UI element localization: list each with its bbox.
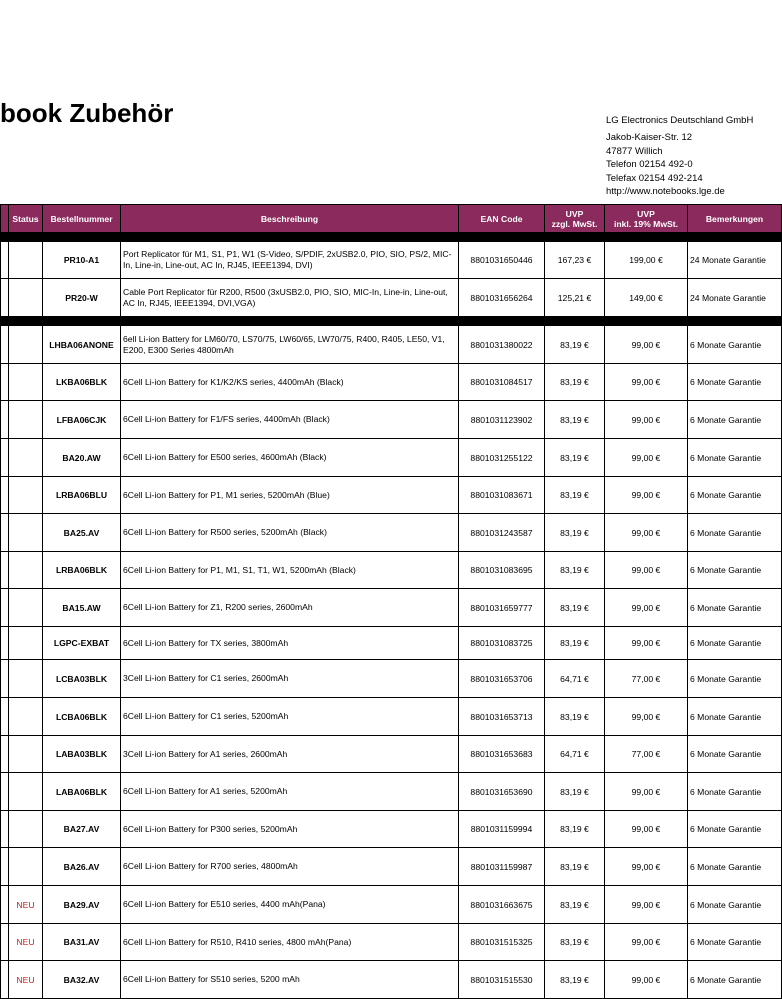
- price-gross-cell: 99,00 €: [605, 886, 688, 924]
- ean-cell: 8801031159994: [459, 811, 545, 848]
- price-gross-cell: 149,00 €: [605, 279, 688, 317]
- section-separator: [1, 317, 782, 326]
- status-cell: [9, 736, 43, 773]
- description-cell: 6Cell Li-ion Battery for Z1, R200 series, 2600mAh: [121, 589, 459, 627]
- notes-cell: 6 Monate Garantie: [688, 811, 782, 848]
- part-number-cell: LCBA06BLK: [43, 698, 121, 736]
- price-net-cell: 83,19 €: [545, 401, 605, 439]
- description-cell: 6Cell Li-ion Battery for TX series, 3800mAh: [121, 627, 459, 660]
- price-gross-cell: 99,00 €: [605, 401, 688, 439]
- status-cell: [9, 439, 43, 477]
- price-net-cell: 83,19 €: [545, 886, 605, 924]
- part-number-cell: BA26.AV: [43, 848, 121, 886]
- description-cell: 3Cell Li-ion Battery for A1 series, 2600mAh: [121, 736, 459, 773]
- description-cell: 6Cell Li-ion Battery for R510, R410 series, 4800 mAh(Pana): [121, 924, 459, 961]
- table-row: [1, 961, 782, 999]
- header-uvp-gross-line2: inkl. 19% MwSt.: [614, 218, 678, 229]
- ean-cell: 8801031084517: [459, 364, 545, 401]
- price-net-cell: 83,19 €: [545, 326, 605, 364]
- part-number-cell: PR10-A1: [43, 242, 121, 279]
- part-number-cell: BA15.AW: [43, 589, 121, 627]
- table-row: [1, 364, 782, 401]
- company-city: 47877 Willich: [606, 145, 663, 157]
- ean-cell: 8801031656264: [459, 279, 545, 317]
- part-number-cell: BA25.AV: [43, 514, 121, 552]
- table-row: [1, 279, 782, 317]
- ean-cell: 8801031653690: [459, 773, 545, 811]
- description-cell: Port Replicator für M1, S1, P1, W1 (S-Video, S/PDIF, 2xUSB2.0, PIO, SIO, PS/2, MIC-In, Line-in, Line-out, AC In, RJ45, IEEE1394, DVI): [121, 242, 459, 279]
- part-number-cell: LCBA03BLK: [43, 660, 121, 698]
- header-uvp-gross: [605, 205, 688, 233]
- notes-cell: 6 Monate Garantie: [688, 736, 782, 773]
- row-blank-cell: [1, 242, 9, 279]
- status-cell: [9, 627, 43, 660]
- price-gross-cell: 99,00 €: [605, 514, 688, 552]
- part-number-cell: BA32.AV: [43, 961, 121, 999]
- price-gross-cell: 77,00 €: [605, 660, 688, 698]
- ean-cell: 8801031380022: [459, 326, 545, 364]
- status-cell: [9, 660, 43, 698]
- table-row: [1, 401, 782, 439]
- table-body: [1, 233, 782, 999]
- status-cell: [9, 848, 43, 886]
- price-net-cell: 167,23 €: [545, 242, 605, 279]
- row-blank-cell: [1, 477, 9, 514]
- part-number-cell: LGPC-EXBAT: [43, 627, 121, 660]
- price-gross-cell: 99,00 €: [605, 924, 688, 961]
- row-blank-cell: [1, 660, 9, 698]
- status-cell: NEU: [9, 886, 43, 924]
- price-net-cell: 83,19 €: [545, 477, 605, 514]
- price-net-cell: 83,19 €: [545, 848, 605, 886]
- description-cell: 6Cell Li-ion Battery for E500 series, 4600mAh (Black): [121, 439, 459, 477]
- part-number-cell: LABA03BLK: [43, 736, 121, 773]
- status-cell: [9, 698, 43, 736]
- ean-cell: 8801031653683: [459, 736, 545, 773]
- ean-cell: 8801031653713: [459, 698, 545, 736]
- description-cell: 6Cell Li-ion Battery for F1/FS series, 4400mAh (Black): [121, 401, 459, 439]
- table-row: [1, 886, 782, 924]
- table-row: [1, 924, 782, 961]
- description-cell: 6Cell Li-ion Battery for K1/K2/KS series, 4400mAh (Black): [121, 364, 459, 401]
- table-row: [1, 439, 782, 477]
- notes-cell: 6 Monate Garantie: [688, 514, 782, 552]
- description-cell: 6Cell Li-ion Battery for C1 series, 5200mAh: [121, 698, 459, 736]
- price-net-cell: 83,19 €: [545, 961, 605, 999]
- notes-cell: 24 Monate Garantie: [688, 279, 782, 317]
- notes-cell: 6 Monate Garantie: [688, 439, 782, 477]
- notes-cell: 6 Monate Garantie: [688, 627, 782, 660]
- row-blank-cell: [1, 736, 9, 773]
- description-cell: 6Cell Li-ion Battery for S510 series, 5200 mAh: [121, 961, 459, 999]
- table-row: [1, 698, 782, 736]
- header-description: Beschreibung: [121, 205, 459, 233]
- description-cell: 6ell Li-ion Battery for LM60/70, LS70/75, LW60/65, LW70/75, R400, R405, LE50, V1, E200, E300 Series 4800mAh: [121, 326, 459, 364]
- row-blank-cell: [1, 552, 9, 589]
- price-net-cell: 83,19 €: [545, 627, 605, 660]
- ean-cell: 8801031255122: [459, 439, 545, 477]
- part-number-cell: BA29.AV: [43, 886, 121, 924]
- notes-cell: 6 Monate Garantie: [688, 477, 782, 514]
- ean-cell: 8801031083725: [459, 627, 545, 660]
- status-cell: [9, 326, 43, 364]
- header-uvp-net-line1: UVP: [565, 208, 584, 219]
- price-gross-cell: 99,00 €: [605, 552, 688, 589]
- row-blank-cell: [1, 279, 9, 317]
- price-gross-cell: 99,00 €: [605, 364, 688, 401]
- ean-cell: 8801031083671: [459, 477, 545, 514]
- table-row: [1, 477, 782, 514]
- row-blank-cell: [1, 698, 9, 736]
- header-status: Status: [9, 205, 43, 233]
- notes-cell: 6 Monate Garantie: [688, 698, 782, 736]
- row-blank-cell: [1, 439, 9, 477]
- status-cell: [9, 514, 43, 552]
- table-row: [1, 736, 782, 773]
- table-row: [1, 773, 782, 811]
- row-blank-cell: [1, 773, 9, 811]
- ean-cell: 8801031650446: [459, 242, 545, 279]
- notes-cell: 6 Monate Garantie: [688, 552, 782, 589]
- description-cell: 6Cell Li-ion Battery for P1, M1 series, 5200mAh (Blue): [121, 477, 459, 514]
- table-row: [1, 589, 782, 627]
- price-net-cell: 64,71 €: [545, 660, 605, 698]
- ean-cell: 8801031243587: [459, 514, 545, 552]
- status-cell: [9, 279, 43, 317]
- price-gross-cell: 77,00 €: [605, 736, 688, 773]
- row-blank-cell: [1, 924, 9, 961]
- part-number-cell: BA27.AV: [43, 811, 121, 848]
- company-address-block: [606, 114, 753, 198]
- header-notes: Bemerkungen: [688, 205, 782, 233]
- price-gross-cell: 99,00 €: [605, 627, 688, 660]
- price-gross-cell: 99,00 €: [605, 326, 688, 364]
- header-uvp-net: [545, 205, 605, 233]
- notes-cell: 6 Monate Garantie: [688, 886, 782, 924]
- company-website: http://www.notebooks.lge.de: [606, 186, 725, 198]
- price-net-cell: 83,19 €: [545, 589, 605, 627]
- part-number-cell: PR20-W: [43, 279, 121, 317]
- price-gross-cell: 99,00 €: [605, 961, 688, 999]
- notes-cell: 6 Monate Garantie: [688, 924, 782, 961]
- row-blank-cell: [1, 326, 9, 364]
- table-row: [1, 811, 782, 848]
- separator-bar: [1, 233, 782, 242]
- row-blank-cell: [1, 848, 9, 886]
- row-blank-cell: [1, 627, 9, 660]
- ean-cell: 8801031663675: [459, 886, 545, 924]
- table-row: [1, 514, 782, 552]
- price-gross-cell: 99,00 €: [605, 477, 688, 514]
- status-cell: [9, 364, 43, 401]
- table-row: [1, 660, 782, 698]
- table-row: [1, 552, 782, 589]
- price-gross-cell: 99,00 €: [605, 811, 688, 848]
- ean-cell: 8801031653706: [459, 660, 545, 698]
- status-cell: [9, 773, 43, 811]
- notes-cell: 6 Monate Garantie: [688, 364, 782, 401]
- description-cell: 6Cell Li-ion Battery for R700 series, 4800mAh: [121, 848, 459, 886]
- price-table: [0, 204, 782, 999]
- status-cell: [9, 811, 43, 848]
- part-number-cell: BA20.AW: [43, 439, 121, 477]
- part-number-cell: LHBA06ANONE: [43, 326, 121, 364]
- row-blank-cell: [1, 961, 9, 999]
- notes-cell: 6 Monate Garantie: [688, 660, 782, 698]
- price-net-cell: 83,19 €: [545, 811, 605, 848]
- notes-cell: 6 Monate Garantie: [688, 326, 782, 364]
- row-blank-cell: [1, 589, 9, 627]
- price-net-cell: 83,19 €: [545, 552, 605, 589]
- notes-cell: 6 Monate Garantie: [688, 961, 782, 999]
- table-row: [1, 242, 782, 279]
- description-cell: 3Cell Li-ion Battery for C1 series, 2600mAh: [121, 660, 459, 698]
- separator-bar: [1, 317, 782, 326]
- price-gross-cell: 99,00 €: [605, 698, 688, 736]
- price-net-cell: 83,19 €: [545, 439, 605, 477]
- header-part-number: Bestellnummer: [43, 205, 121, 233]
- part-number-cell: LABA06BLK: [43, 773, 121, 811]
- price-net-cell: 125,21 €: [545, 279, 605, 317]
- status-cell: NEU: [9, 924, 43, 961]
- company-fax: Telefax 02154 492-214: [606, 172, 703, 184]
- header-uvp-gross-line1: UVP: [637, 208, 655, 219]
- price-gross-cell: 99,00 €: [605, 848, 688, 886]
- price-gross-cell: 99,00 €: [605, 589, 688, 627]
- status-cell: [9, 242, 43, 279]
- ean-cell: 8801031123902: [459, 401, 545, 439]
- notes-cell: 6 Monate Garantie: [688, 401, 782, 439]
- part-number-cell: LRBA06BLK: [43, 552, 121, 589]
- price-net-cell: 83,19 €: [545, 698, 605, 736]
- page-title: book Zubehör: [0, 98, 174, 128]
- description-cell: 6Cell Li-ion Battery for R500 series, 5200mAh (Black): [121, 514, 459, 552]
- ean-cell: 8801031159987: [459, 848, 545, 886]
- row-blank-cell: [1, 811, 9, 848]
- notes-cell: 6 Monate Garantie: [688, 773, 782, 811]
- price-net-cell: 83,19 €: [545, 514, 605, 552]
- ean-cell: 8801031659777: [459, 589, 545, 627]
- table-row: [1, 326, 782, 364]
- row-blank-cell: [1, 364, 9, 401]
- price-gross-cell: 99,00 €: [605, 773, 688, 811]
- price-net-cell: 64,71 €: [545, 736, 605, 773]
- header-uvp-net-line2: zzgl. MwSt.: [551, 218, 598, 229]
- status-cell: [9, 589, 43, 627]
- company-street: Jakob-Kaiser-Str. 12: [606, 132, 693, 144]
- description-cell: 6Cell Li-ion Battery for A1 series, 5200mAh: [121, 773, 459, 811]
- status-cell: [9, 477, 43, 514]
- part-number-cell: LKBA06BLK: [43, 364, 121, 401]
- company-name: LG Electronics Deutschland GmbH: [606, 115, 754, 126]
- row-blank-cell: [1, 514, 9, 552]
- ean-cell: 8801031515530: [459, 961, 545, 999]
- section-separator: [1, 233, 782, 242]
- status-cell: [9, 552, 43, 589]
- description-cell: Cable Port Replicator für R200, R500 (3xUSB2.0, PIO, SIO, MIC-In, Line-in, Line-out, AC In, RJ45, IEEE1394, DVI,VGA): [121, 279, 459, 317]
- price-gross-cell: 199,00 €: [605, 242, 688, 279]
- description-cell: 6Cell Li-ion Battery for P300 series, 5200mAh: [121, 811, 459, 848]
- status-cell: NEU: [9, 961, 43, 999]
- part-number-cell: BA31.AV: [43, 924, 121, 961]
- table-header-row: [1, 205, 782, 233]
- company-phone: Telefon 02154 492-0: [606, 159, 693, 171]
- part-number-cell: LFBA06CJK: [43, 401, 121, 439]
- ean-cell: 8801031515325: [459, 924, 545, 961]
- header-blank: [1, 205, 9, 233]
- notes-cell: 6 Monate Garantie: [688, 589, 782, 627]
- table-row: [1, 627, 782, 660]
- ean-cell: 8801031083695: [459, 552, 545, 589]
- price-net-cell: 83,19 €: [545, 364, 605, 401]
- part-number-cell: LRBA06BLU: [43, 477, 121, 514]
- row-blank-cell: [1, 401, 9, 439]
- price-net-cell: 83,19 €: [545, 773, 605, 811]
- notes-cell: 6 Monate Garantie: [688, 848, 782, 886]
- description-cell: 6Cell Li-ion Battery for P1, M1, S1, T1, W1, 5200mAh (Black): [121, 552, 459, 589]
- status-cell: [9, 401, 43, 439]
- description-cell: 6Cell Li-ion Battery for E510 series, 4400 mAh(Pana): [121, 886, 459, 924]
- price-net-cell: 83,19 €: [545, 924, 605, 961]
- header-ean: EAN Code: [459, 205, 545, 233]
- table-row: [1, 848, 782, 886]
- row-blank-cell: [1, 886, 9, 924]
- price-gross-cell: 99,00 €: [605, 439, 688, 477]
- notes-cell: 24 Monate Garantie: [688, 242, 782, 279]
